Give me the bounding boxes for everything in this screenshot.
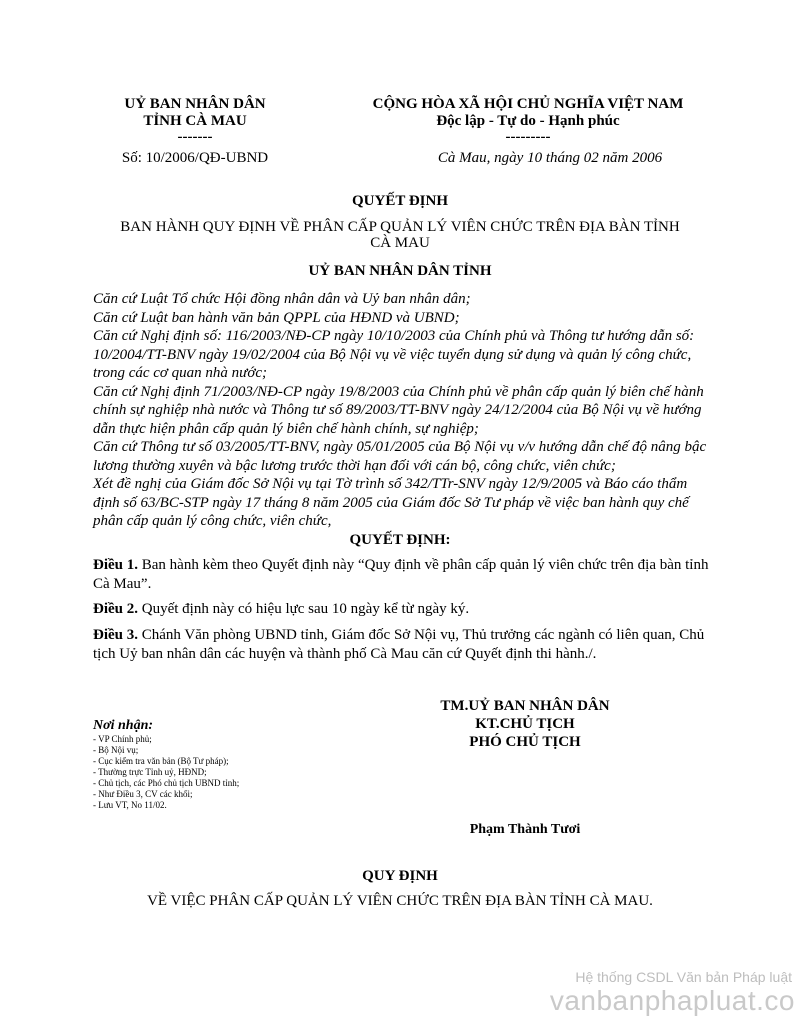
national-header	[318, 96, 738, 145]
issuing-authority: UỶ BAN NHÂN DÂN TỈNH	[308, 263, 492, 279]
recipient-item: - Thường trực Tỉnh uỷ, HĐND;	[93, 767, 207, 777]
signer-name: Phạm Thành Tươi	[469, 822, 581, 837]
recipient-item: - Lưu VT, No 11/02.	[93, 800, 167, 810]
national-divider: ---------	[505, 129, 551, 145]
article-2	[93, 600, 713, 619]
basis-item: Căn cứ Nghị định số: 116/2003/NĐ-CP ngày 10/10/2003 của Chính phủ và Thông tư hướng dẫn số: 10/2004/TT-BNV ngày 19/02/2004 của Bộ Nội vụ về việc tuyển dụng sử dụng và quản lý công chức, trong các cơ quan nhà nước;	[93, 328, 695, 381]
article-1	[93, 556, 713, 594]
issuer-header	[95, 96, 295, 145]
recipient-item: - Cục kiểm tra văn bản (Bộ Tư pháp);	[93, 756, 229, 766]
document-subject	[60, 219, 740, 251]
basis-item: Căn cứ Thông tư số 03/2005/TT-BNV, ngày 05/01/2005 của Bộ Nội vụ v/v hướng dẫn chế độ nâng bậc lương thường xuyên và bậc lương trước thời hạn đối với cán bộ, công chức, viên chức;	[93, 439, 707, 474]
article-label: Điều 3.	[93, 627, 138, 643]
recipients-title: Nơi nhận:	[93, 718, 154, 733]
basis-item: Xét đề nghị của Giám đốc Sở Nội vụ tại Tờ trình số 342/TTr-SNV ngày 12/9/2005 và Báo cáo thẩm định số 63/BC-STP ngày 17 tháng 8 năm 2005 của Giám đốc Sở Tư pháp về việc ban hành quy chế phân cấp quản lý công chức, viên chức,	[93, 476, 689, 529]
document-date: Cà Mau, ngày 10 tháng 02 năm 2006	[437, 150, 663, 166]
article-text: Quyết định này có hiệu lực sau 10 ngày kể từ ngày ký.	[138, 601, 470, 617]
document-title: QUYẾT ĐỊNH	[352, 193, 448, 209]
article-label: Điều 1.	[93, 557, 138, 573]
watermark-domain: vanbanphapluat.co	[549, 985, 795, 1016]
recipient-item: - Như Điều 3, CV các khối;	[93, 789, 193, 799]
recipients	[93, 718, 353, 811]
watermark-caption: Hệ thống CSDL Văn bản Pháp luật	[575, 969, 792, 985]
annex-subject: VỀ VIỆC PHÂN CẤP QUẢN LÝ VIÊN CHỨC TRÊN ĐỊA BÀN TỈNH CÀ MAU.	[147, 893, 653, 909]
signature-line1: TM.UỶ BAN NHÂN DÂN	[440, 698, 610, 714]
signature-line3: PHÓ CHỦ TỊCH	[469, 734, 581, 750]
issuer-name: UỶ BAN NHÂN DÂN	[124, 96, 266, 112]
document-subject-line1: BAN HÀNH QUY ĐỊNH VỀ PHÂN CẤP QUẢN LÝ VIÊN CHỨC TRÊN ĐỊA BÀN TỈNH	[120, 219, 680, 235]
national-title: CỘNG HÒA XÃ HỘI CHỦ NGHĨA VIỆT NAM	[372, 96, 684, 112]
basis-item: Căn cứ Luật Tổ chức Hội đồng nhân dân và Uỷ ban nhân dân;	[93, 291, 471, 307]
issuer-province: TỈNH CÀ MAU	[143, 113, 247, 129]
document-number: Số: 10/2006/QĐ-UBND	[121, 150, 269, 166]
basis-item: Căn cứ Luật ban hành văn bản QPPL của HĐND và UBND;	[93, 309, 460, 326]
annex-heading: QUY ĐỊNH	[362, 868, 438, 884]
document-subject-line2: CÀ MAU	[370, 235, 430, 251]
article-text: Ban hành kèm theo Quyết định này “Quy định về phân cấp quản lý viên chức trên địa bàn tỉnh Cà Mau”.	[93, 557, 709, 592]
national-motto: Độc lập - Tự do - Hạnh phúc	[436, 113, 620, 129]
signature-line2: KT.CHỦ TỊCH	[475, 716, 575, 732]
recipient-item: - Chủ tịch, các Phó chủ tịch UBND tỉnh;	[93, 778, 240, 788]
recipient-item: - VP Chính phủ;	[93, 734, 152, 744]
recipients-list	[93, 734, 353, 811]
decision-heading: QUYẾT ĐỊNH:	[349, 532, 451, 548]
article-3	[93, 626, 713, 664]
article-label: Điều 2.	[93, 601, 138, 617]
legal-basis	[93, 290, 713, 531]
basis-item: Căn cứ Nghị định 71/2003/NĐ-CP ngày 19/8/2003 của Chính phủ về phân cấp quản lý biên chế hành chính sự nghiệp nhà nước và Thông tư số 89/2003/TT-BNV ngày 24/12/2004 của Bộ Nội vụ về hướng dẫn thực hiện phân cấp quản lý biên chế hành chính, sự nghiệp;	[93, 383, 704, 437]
article-text: Chánh Văn phòng UBND tỉnh, Giám đốc Sở Nội vụ, Thủ trưởng các ngành có liên quan, Chủ tịch Uỷ ban nhân dân các huyện và thành phố Cà Mau căn cứ Quyết định thi hành./.	[93, 627, 705, 662]
signature-block	[410, 697, 640, 751]
issuer-divider: -------	[177, 129, 213, 145]
recipient-item: - Bộ Nội vụ;	[93, 745, 139, 755]
